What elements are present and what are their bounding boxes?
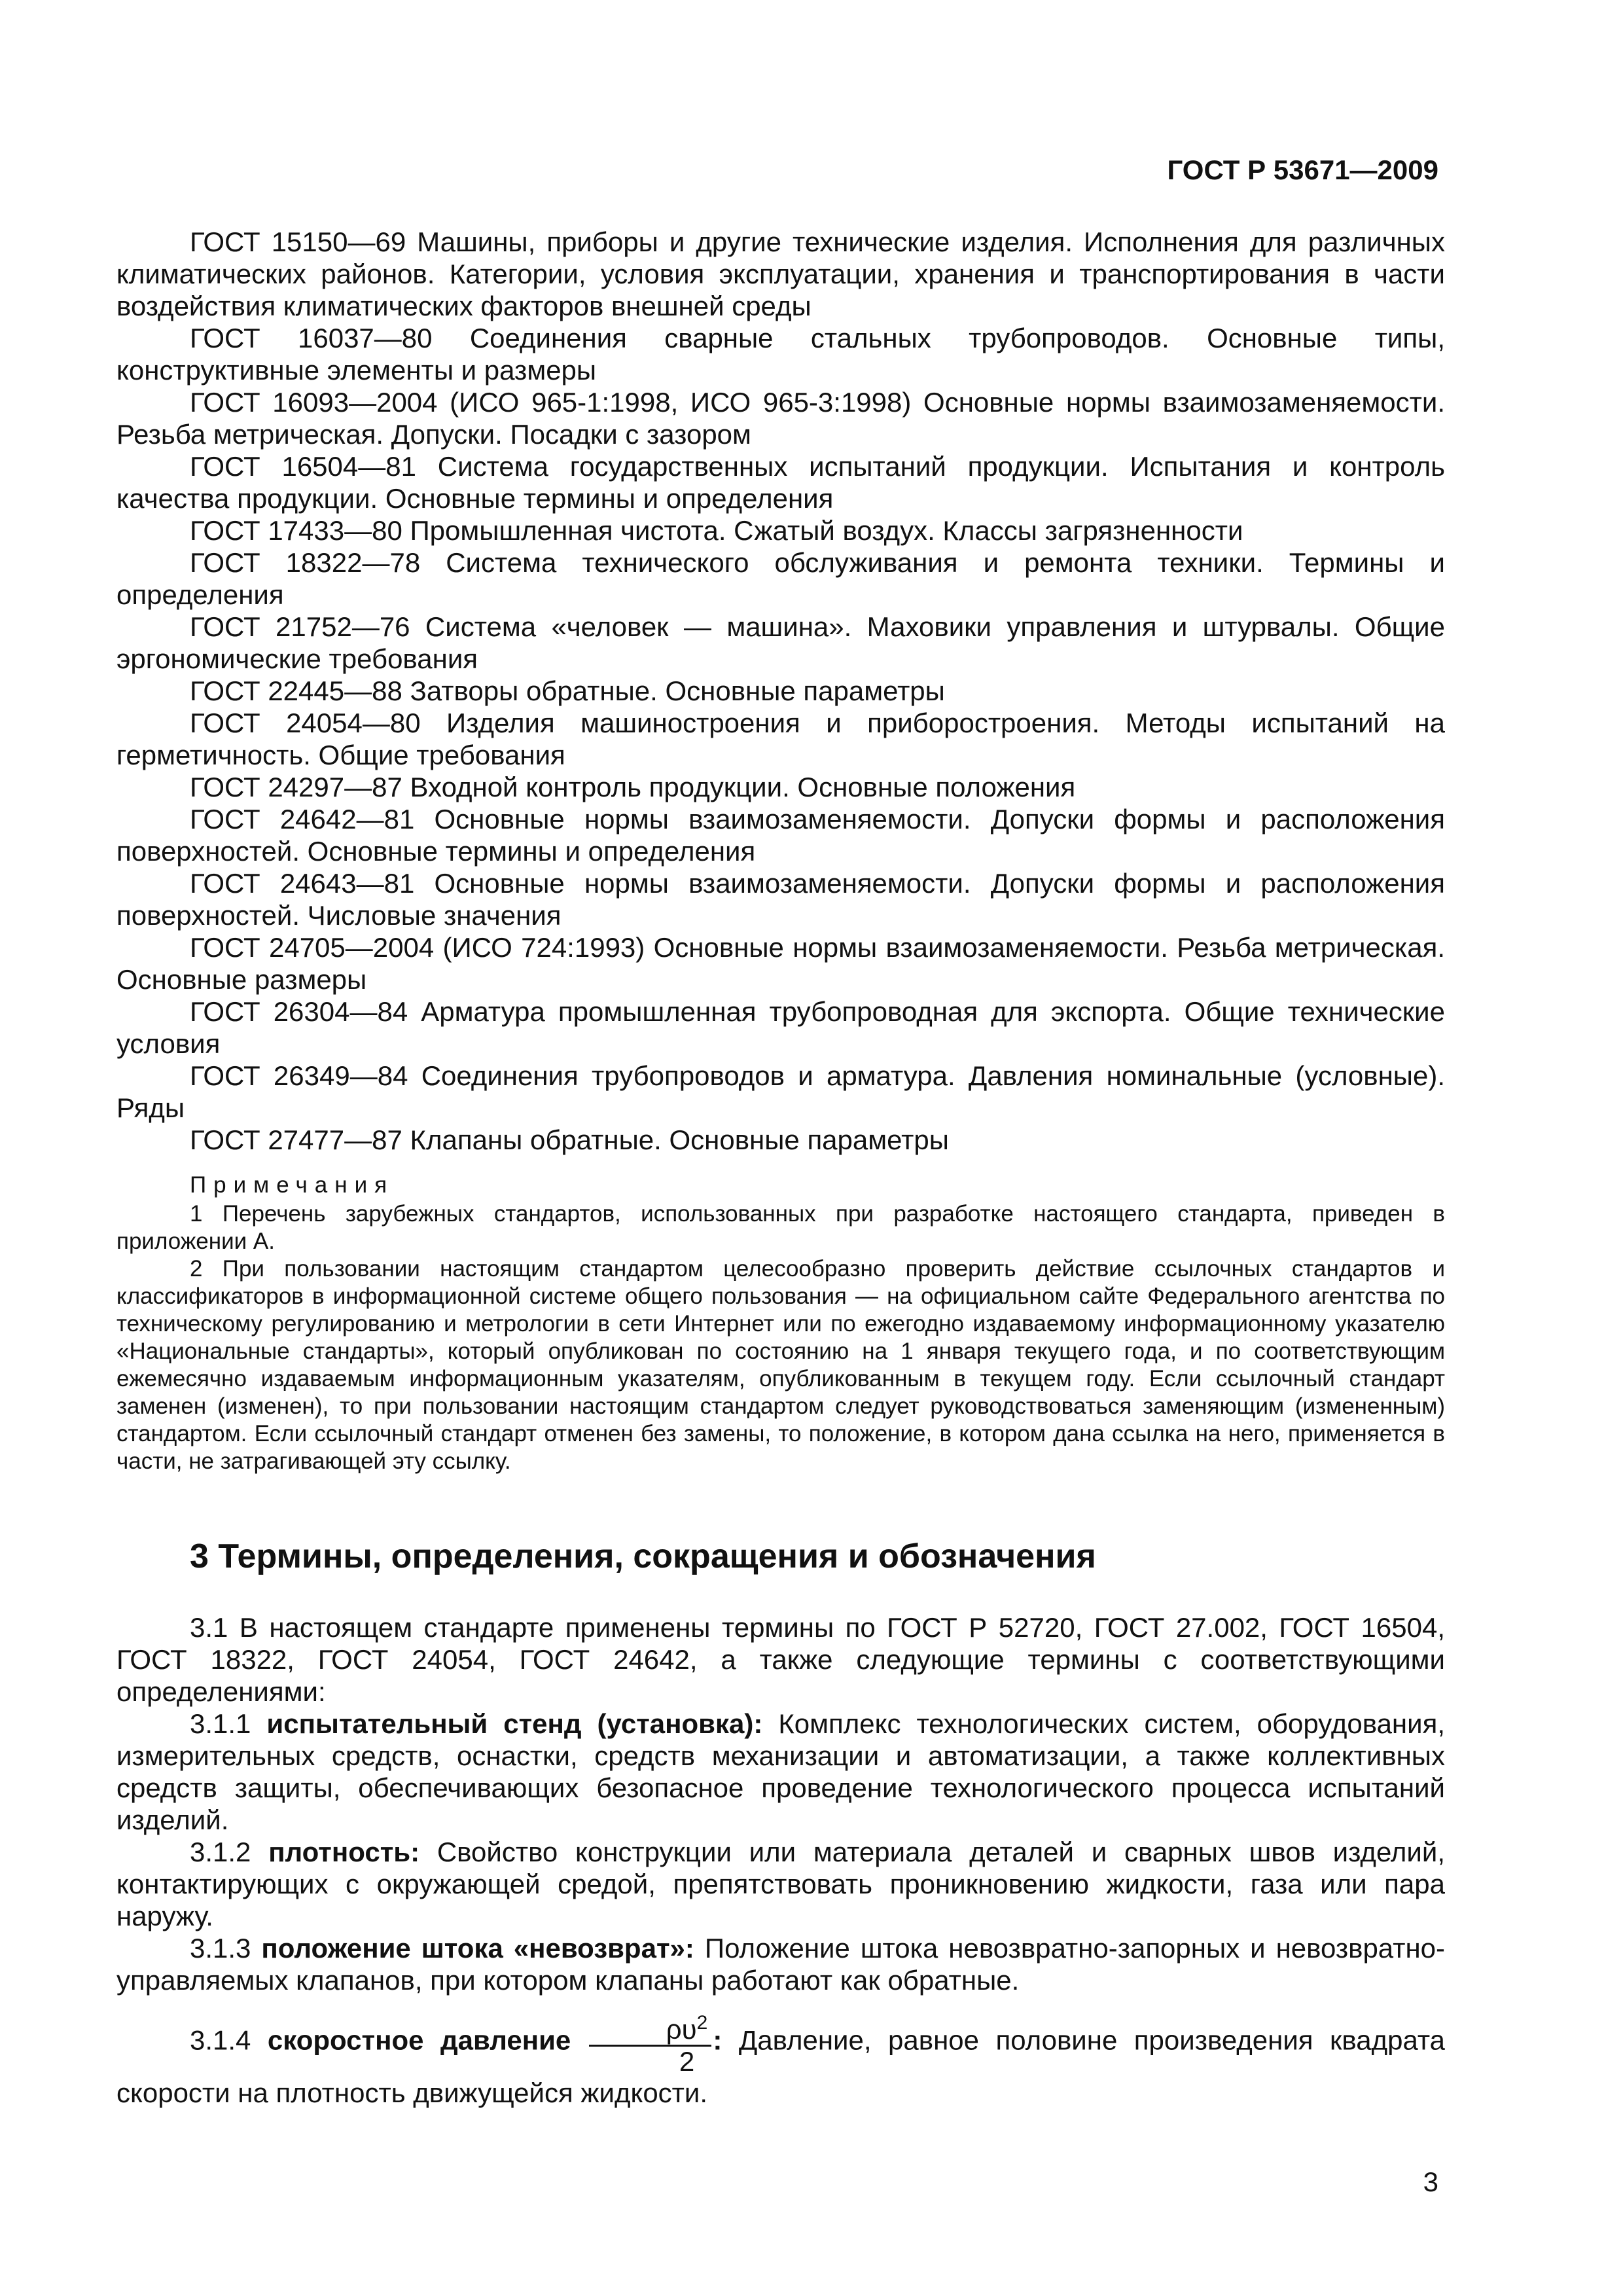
- notes-block: [116, 1172, 1445, 1475]
- definition-term: скоростное давление: [267, 2024, 571, 2056]
- reference-item: ГОСТ 21752—76 Система «человек — машина». Маховики управления и штурвалы. Общие эргономические требования: [116, 611, 1445, 674]
- definition-text: Положение штока невозвратно-запорных и невозвратно-управляемых клапанов, при котором клапаны работают как обратные.: [116, 1933, 1446, 1996]
- definitions-block: [116, 1611, 1445, 2109]
- reference-item: ГОСТ 26304—84 Арматура промышленная трубопроводная для экспорта. Общие технические условия: [116, 996, 1445, 1059]
- definition-number: 3.1.4: [190, 2024, 251, 2056]
- definition-item: [116, 1932, 1445, 1996]
- section-heading: 3 Термины, определения, сокращения и обозначения: [190, 1537, 1096, 1575]
- definition-term: испытательный стенд (установка):: [266, 1708, 763, 1739]
- formula-denominator: 2: [679, 2046, 695, 2077]
- formula-numerator-symbol: ρυ: [666, 2014, 697, 2045]
- reference-item: ГОСТ 17433—80 Промышленная чистота. Сжатый воздух. Классы загрязненности: [190, 515, 1243, 546]
- reference-item: ГОСТ 24705—2004 (ИСО 724:1993) Основные нормы взаимозаменяемости. Резьба метрическая. Основные размеры: [116, 932, 1445, 995]
- reference-item: ГОСТ 22445—88 Затворы обратные. Основные параметры: [190, 675, 945, 706]
- reference-item: ГОСТ 24054—80 Изделия машиностроения и приборостроения. Методы испытаний на герметичность. Общие требования: [116, 708, 1445, 770]
- definition-item: [116, 1836, 1445, 1932]
- document-code-header: ГОСТ Р 53671—2009: [1167, 154, 1438, 185]
- notes-title: Примечания: [190, 1172, 395, 1198]
- definition-number: 3.1.1: [190, 1708, 251, 1739]
- definition-term-colon: :: [713, 2024, 722, 2056]
- reference-item: ГОСТ 16504—81 Система государственных испытаний продукции. Испытания и контроль качества продукции. Основные термины и определения: [116, 451, 1445, 514]
- reference-item: ГОСТ 24297—87 Входной контроль продукции. Основные положения: [190, 772, 1076, 802]
- definition-text: Свойство конструкции или материала деталей и сварных швов изделий, контактирующих с окружающей средой, препятствовать проникновению жидкости, газа или пара наружу.: [116, 1837, 1446, 1931]
- page-number: 3: [1423, 2166, 1438, 2197]
- dynamic-pressure-formula: [589, 2008, 712, 2077]
- reference-item: ГОСТ 16093—2004 (ИСО 965-1:1998, ИСО 965-3:1998) Основные нормы взаимозаменяемости. Резьба метрическая. Допуски. Посадки с зазором: [116, 387, 1445, 450]
- definitions-intro: 3.1 В настоящем стандарте применены термины по ГОСТ Р 52720, ГОСТ 27.002, ГОСТ 16504, ГОСТ 18322, ГОСТ 24054, ГОСТ 24642, а также следующие термины с соответствующими определениями:: [116, 1612, 1445, 1707]
- reference-item: ГОСТ 15150—69 Машины, приборы и другие технические изделия. Исполнения для различных климатических районов. Категории, условия эксплуатации, хранения и транспортирования в части воздействия климатических факторов внешней среды: [116, 226, 1445, 321]
- reference-item: ГОСТ 24643—81 Основные нормы взаимозаменяемости. Допуски формы и расположения поверхностей. Числовые значения: [116, 868, 1445, 931]
- definition-number: 3.1.3: [190, 1933, 251, 1964]
- definition-text: Комплекс технологических систем, оборудования, измерительных средств, оснастки, средств механизации и автоматизации, а также коллективных средств защиты, обеспечивающих безопасное проведение технологического процесса испытаний изделий.: [116, 1708, 1446, 1835]
- note-item: 2 При пользовании настоящим стандартом целесообразно проверить действие ссылочных стандартов и классификаторов в информационной системе общего пользования — на официальном сайте Федерального агентства по техническому регулированию и метрологии в сети Интернет или по ежегодно издаваемому информационному указателю «Национальные стандарты», который опубликован по состоянию на 1 января текущего года, и по соответствующим ежемесячно издаваемым информационным указателям, опубликованным в текущем году. Если ссылочный стандарт заменен (изменен), то при пользовании настоящим стандартом следует руководствоваться заменяющим (измененным) стандартом. Если ссылочный стандарт отменен без замены, то положение, в котором дана ссылка на него, применяется в части, не затрагивающей эту ссылку.: [116, 1256, 1445, 1474]
- reference-item: ГОСТ 18322—78 Система технического обслуживания и ремонта техники. Термины и определения: [116, 547, 1445, 610]
- normative-references-list: [116, 226, 1445, 1156]
- definition-text: Давление, равное половине произведения квадрата скорости на плотность движущейся жидкости.: [116, 2024, 1446, 2108]
- formula-exponent: 2: [696, 2012, 708, 2034]
- definition-item: [116, 1708, 1445, 1836]
- definition-item: [116, 2008, 1445, 2109]
- definition-term: плотность:: [268, 1837, 420, 1867]
- reference-item: ГОСТ 26349—84 Соединения трубопроводов и арматура. Давления номинальные (условные). Ряды: [116, 1060, 1445, 1123]
- note-item: 1 Перечень зарубежных стандартов, использованных при разработке настоящего стандарта, приведен в приложении А.: [116, 1201, 1445, 1254]
- reference-item: ГОСТ 16037—80 Соединения сварные стальных трубопроводов. Основные типы, конструктивные элементы и размеры: [116, 323, 1445, 386]
- reference-item: ГОСТ 27477—87 Клапаны обратные. Основные параметры: [190, 1124, 949, 1155]
- reference-item: ГОСТ 24642—81 Основные нормы взаимозаменяемости. Допуски формы и расположения поверхностей. Основные термины и определения: [116, 804, 1445, 867]
- definition-number: 3.1.2: [190, 1837, 251, 1867]
- definition-term: положение штока «невозврат»:: [261, 1933, 694, 1964]
- formula-numerator: [589, 2008, 712, 2047]
